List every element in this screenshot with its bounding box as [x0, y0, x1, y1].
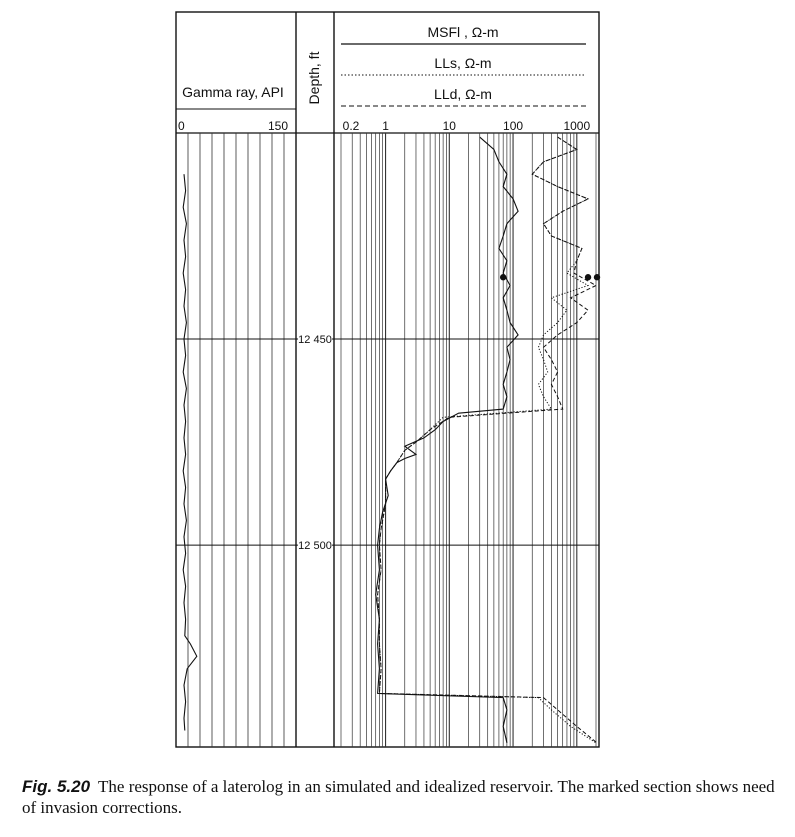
msfl-curve [376, 137, 518, 743]
log-curves [183, 137, 597, 743]
invasion-marker [585, 274, 591, 280]
log-grid [176, 133, 599, 747]
msfl-header: MSFl , Ω-m [427, 24, 499, 40]
resistivity-tick-label: 1 [382, 119, 389, 133]
figure-number: Fig. 5.20 [22, 777, 91, 796]
depth-label: 12 500 [298, 540, 332, 553]
lls-curve [378, 137, 596, 743]
gamma-ray-curve [183, 174, 197, 730]
resistivity-tick-label: 100 [503, 119, 524, 133]
gamma-track-header: Gamma ray, API [182, 84, 284, 100]
invasion-marker [594, 274, 600, 280]
lld-curve [378, 137, 597, 743]
invasion-marker [500, 274, 506, 280]
resistivity-tick-label: 10 [442, 119, 456, 133]
figure-caption [22, 776, 782, 818]
lld-header: LLd, Ω-m [434, 86, 492, 102]
gamma-tick-label: 0 [178, 119, 185, 133]
lls-header: LLs, Ω-m [434, 55, 492, 71]
resistivity-tick-label: 1000 [563, 119, 591, 133]
tick-labels [178, 119, 590, 552]
depth-track-header: Depth, ft [306, 51, 322, 105]
depth-label: 12 450 [298, 334, 332, 347]
resistivity-tick-label: 0.2 [342, 119, 360, 133]
gamma-tick-label: 150 [267, 119, 288, 133]
caption-text: The response of a laterolog in an simulated and idealized reservoir. The marked section shows need of invasion corrections. [22, 777, 775, 817]
